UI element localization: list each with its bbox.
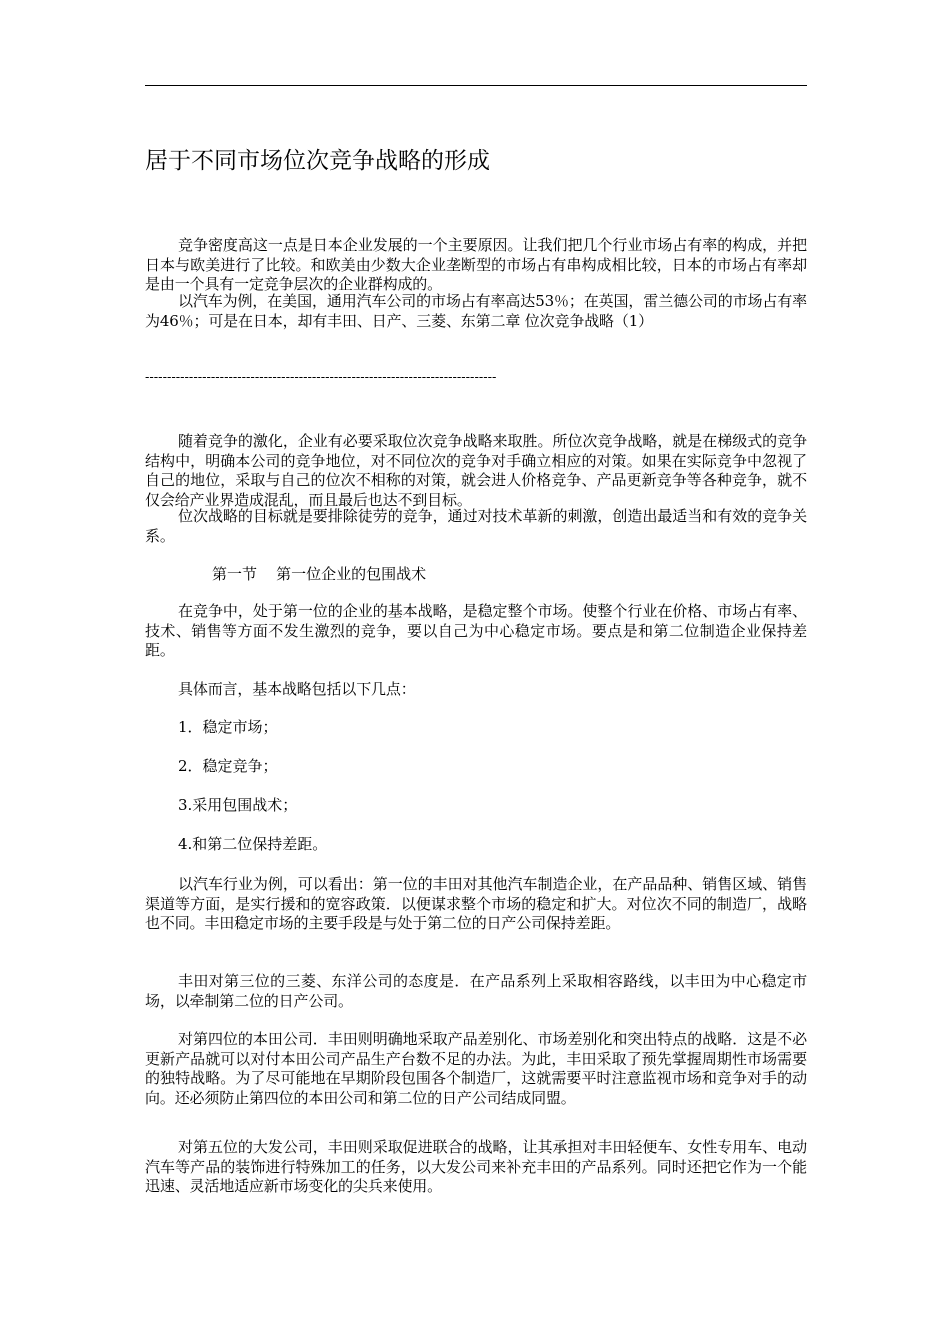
list-item: 4.和第二位保持差距。 bbox=[178, 835, 328, 853]
closing-paragraph: 以汽车行业为例，可以看出：第一位的丰田对其他汽车制造企业，在产品品种、销售区域、销售渠道等方面，是实行援和的宽容政策．以便谋求整个市场的稳定和扩大。对位次不同的制造厂，战略也不同。丰田稳定市场的主要手段是与处于第二位的日产公司保持差距。 bbox=[145, 875, 807, 932]
list-item: 2．稳定竞争； bbox=[178, 757, 278, 775]
intro-paragraph: 以汽车为例，在美国，通用汽车公司的市场占有率高达53％；在英国，雷兰德公司的市场占有率为46％；可是在日本，却有丰田、日产、三菱、东第二章 位次竞争战略（1） bbox=[145, 292, 807, 330]
closing-paragraph: 丰田对第三位的三菱、东洋公司的态度是．在产品系列上采取相容路线，以丰田为中心稳定市场，以牵制第二位的日产公司。 bbox=[145, 972, 807, 1010]
closing-paragraph: 对第四位的本田公司．丰田则明确地采取产品差别化、市场差别化和突出特点的战略．这是不必更新产品就可以对付本田公司产品生产台数不足的办法。为此，丰田采取了预先掌握周期性市场需要的独特战略。为了尽可能地在早期阶段包围各个制造厂，这就需要平时注意监视市场和竞争对手的动向。还必须防止第四位的本田公司和第二位的日产公司结成同盟。 bbox=[145, 1030, 807, 1107]
closing-paragraph: 对第五位的大发公司，丰田则采取促进联合的战略，让其承担对丰田轻便车、女性专用车、电动汽车等产品的装饰进行特殊加工的任务，以大发公司来补充丰田的产品系列。同时还把它作为一个能迅速、灵活地适应新市场变化的尖兵来使用。 bbox=[145, 1138, 807, 1195]
body-paragraph: 随着竞争的激化，企业有必要采取位次竞争战略来取胜。所位次竞争战略，就是在梯级式的竞争结构中，明确本公司的竞争地位，对不同位次的竞争对手确立相应的对策。如果在实际竞争中忽视了自己的地位，采取与自己的位次不相称的对策，就会进人价格竞争、产品更新竞争等各种竞争，就不仅会给产业界造成混乱，而且最后也达不到目标。 bbox=[145, 432, 807, 509]
section-paragraph: 具体而言，基本战略包括以下几点： bbox=[178, 680, 416, 698]
separator-line: -------------------------------------------------------------------------------- bbox=[145, 370, 497, 385]
intro-paragraph: 竞争密度高这一点是日本企业发展的一个主要原因。让我们把几个行业市场占有率的构成，并把日本与欧美进行了比较。和欧美由少数大企业垄断型的市场占有串构成相比较，日本的市场占有率却是由一个具有一定竞争层次的企业群构成的。 bbox=[145, 236, 807, 293]
list-item: 3.采用包围战术； bbox=[178, 796, 298, 814]
section-heading: 第一节 第一位企业的包围战术 bbox=[212, 565, 427, 583]
section-paragraph: 在竞争中，处于第一位的企业的基本战略，是稳定整个市场。使整个行业在价格、市场占有率、技术、销售等方面不发生激烈的竞争，要以自己为中心稳定市场。要点是和第二位制造企业保持差距。 bbox=[145, 602, 807, 659]
document-title: 居于不同市场位次竞争战略的形成 bbox=[145, 148, 490, 174]
body-paragraph: 位次战略的目标就是要排除徒劳的竞争，通过对技术革新的刺激，创造出最适当和有效的竞争关系。 bbox=[145, 507, 807, 545]
list-item: 1．稳定市场； bbox=[178, 718, 278, 736]
header-rule bbox=[145, 85, 807, 86]
